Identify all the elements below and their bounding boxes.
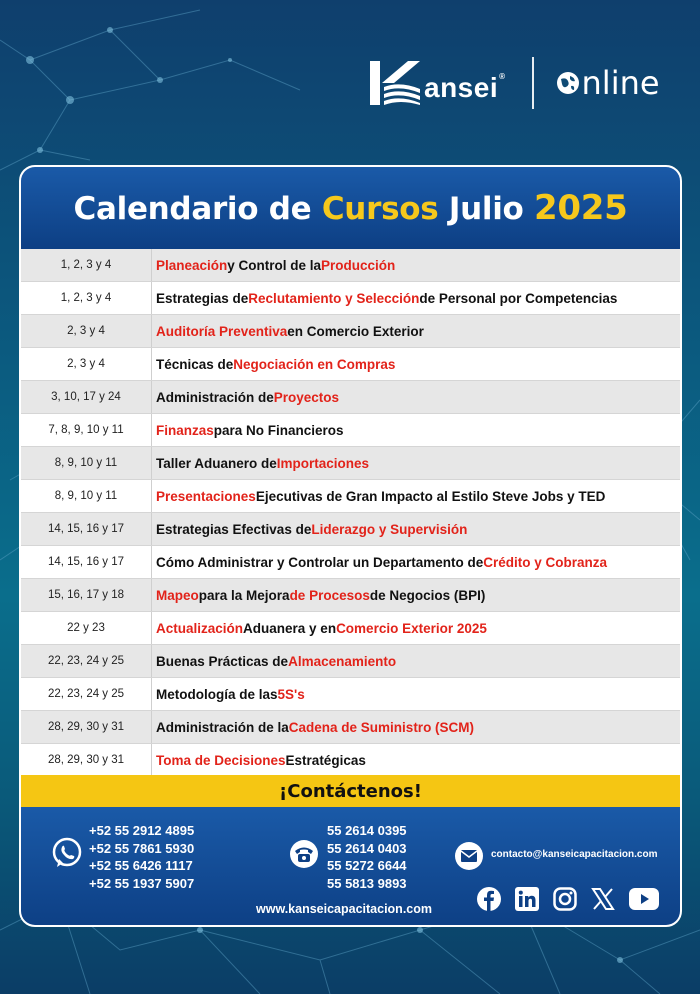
youtube-icon[interactable] <box>629 888 659 910</box>
brand-name: ansei® <box>424 72 506 103</box>
course-row <box>21 711 680 744</box>
contact-bar <box>21 775 680 807</box>
course-row <box>21 348 680 381</box>
course-calendar-card <box>19 165 682 927</box>
course-row <box>21 447 680 480</box>
course-dates: 22, 23, 24 y 25 <box>47 655 125 667</box>
course-row <box>21 744 680 777</box>
course-title-text: Cómo Administrar y Controlar un Departamento de <box>156 554 484 570</box>
course-title-highlight: Auditoría Preventiva <box>156 323 288 339</box>
course-title-highlight: Cadena de Suministro (SCM) <box>288 719 475 735</box>
course-dates: 2, 3 y 4 <box>67 358 105 370</box>
social-icons <box>477 887 659 911</box>
course-list <box>21 249 680 777</box>
course-title-text: Administración de la <box>156 719 289 735</box>
course-title-highlight: Negociación en Compras <box>233 356 396 372</box>
course-title-highlight: Finanzas <box>156 422 214 438</box>
course-title-highlight: Toma de Decisiones <box>156 752 286 768</box>
course-title <box>151 414 680 446</box>
course-title-highlight: Presentaciones <box>156 488 256 504</box>
globe-icon <box>556 71 580 95</box>
course-title-text: y Control de la <box>227 257 322 273</box>
course-dates: 28, 29, 30 y 31 <box>47 721 125 733</box>
course-title-text: Ejecutivas de Gran Impacto al Estilo Steve Jobs y TED <box>255 488 606 504</box>
course-title-text: Administración de <box>156 389 274 405</box>
phone-number[interactable]: 55 2614 0395 <box>327 823 407 838</box>
course-title-highlight: Almacenamiento <box>288 653 397 669</box>
course-title <box>151 711 680 743</box>
course-title-text: Buenas Prácticas de <box>156 653 289 669</box>
course-title-highlight: Crédito y Cobranza <box>483 554 608 570</box>
course-row <box>21 249 680 282</box>
course-dates: 22 y 23 <box>67 622 105 634</box>
course-row <box>21 546 680 579</box>
whatsapp-number[interactable]: +52 55 6426 1117 <box>89 858 193 873</box>
logo-divider <box>532 57 534 109</box>
whatsapp-icon[interactable] <box>51 837 83 869</box>
course-dates: 1, 2, 3 y 4 <box>60 292 112 304</box>
course-dates: 8, 9, 10 y 11 <box>54 490 118 502</box>
course-dates: 2, 3 y 4 <box>67 325 105 337</box>
page-title: Calendario de Cursos Julio 2025 <box>73 188 628 228</box>
telephone-icon[interactable] <box>289 839 319 869</box>
course-title <box>151 645 680 677</box>
course-dates: 3, 10, 17 y 24 <box>51 391 121 403</box>
course-title-highlight: Producción <box>321 257 396 273</box>
course-title <box>151 447 680 479</box>
course-row <box>21 480 680 513</box>
course-title-highlight: Proyectos <box>273 389 340 405</box>
course-title-text: Taller Aduanero de <box>156 455 277 471</box>
course-title-highlight: 5S's <box>277 686 305 702</box>
course-row <box>21 315 680 348</box>
course-row <box>21 414 680 447</box>
linkedin-icon[interactable] <box>515 887 539 911</box>
instagram-icon[interactable] <box>553 887 577 911</box>
course-row <box>21 579 680 612</box>
course-dates: 8, 9, 10 y 11 <box>54 457 118 469</box>
phone-numbers <box>327 822 407 892</box>
course-title-text: Técnicas de <box>156 356 234 372</box>
course-title-text: de Negocios (BPI) <box>369 587 486 603</box>
course-title <box>151 480 680 512</box>
contact-title: ¡Contáctenos! <box>279 780 422 802</box>
course-title <box>151 315 680 347</box>
course-title <box>151 513 680 545</box>
course-title-highlight: Comercio Exterior 2025 <box>336 620 487 636</box>
course-title-text: de Personal por Competencias <box>419 290 618 306</box>
mail-icon[interactable] <box>454 842 484 870</box>
course-title-text: para la Mejora <box>198 587 290 603</box>
website-link[interactable]: www.kanseicapacitacion.com <box>256 902 432 916</box>
course-row <box>21 513 680 546</box>
course-title-text: Aduanera y en <box>243 620 337 636</box>
course-title-highlight: de Procesos <box>289 587 370 603</box>
course-title <box>151 579 680 611</box>
course-title-highlight: Importaciones <box>276 455 370 471</box>
course-title <box>151 678 680 710</box>
phone-number[interactable]: 55 5813 9893 <box>327 875 407 891</box>
facebook-icon[interactable] <box>477 887 501 911</box>
course-dates: 14, 15, 16 y 17 <box>47 523 125 535</box>
course-title-highlight: Actualización <box>156 620 244 636</box>
course-title <box>151 744 680 776</box>
whatsapp-number[interactable]: +52 55 2912 4895 <box>89 823 195 838</box>
course-title-text: Estrategias Efectivas de <box>156 521 312 537</box>
course-dates: 22, 23, 24 y 25 <box>47 688 125 700</box>
x-twitter-icon[interactable] <box>591 887 615 911</box>
course-title-highlight: Mapeo <box>156 587 199 603</box>
whatsapp-numbers <box>89 822 194 892</box>
course-dates: 1, 2, 3 y 4 <box>60 259 112 271</box>
kansei-k-icon <box>370 59 422 107</box>
course-title <box>151 612 680 644</box>
course-row <box>21 381 680 414</box>
course-dates: 14, 15, 16 y 17 <box>47 556 125 568</box>
course-row <box>21 612 680 645</box>
contact-footer <box>21 807 680 927</box>
whatsapp-number[interactable]: +52 55 1937 5907 <box>89 875 195 891</box>
course-row <box>21 678 680 711</box>
course-title-highlight: Planeación <box>156 257 228 273</box>
phone-number[interactable]: 55 5272 6644 <box>327 858 407 873</box>
course-title-text: para No Financieros <box>213 422 344 438</box>
course-title-highlight: Reclutamiento y Selección <box>248 290 420 306</box>
course-title <box>151 381 680 413</box>
course-title-highlight: Liderazgo y Supervisión <box>311 521 468 537</box>
course-row <box>21 282 680 315</box>
phone-number[interactable]: 55 2614 0403 <box>327 840 407 856</box>
course-title-text: en Comercio Exterior <box>287 323 424 339</box>
course-title <box>151 282 680 314</box>
course-title-text: Estrategias de <box>156 290 249 306</box>
email-link[interactable]: contacto@kanseicapacitacion.com <box>491 849 658 860</box>
course-dates: 15, 16, 17 y 18 <box>47 589 125 601</box>
course-title <box>151 249 680 281</box>
course-title <box>151 546 680 578</box>
course-title-text: Estratégicas <box>285 752 366 768</box>
online-label: nline <box>556 64 660 102</box>
course-title <box>151 348 680 380</box>
course-row <box>21 645 680 678</box>
whatsapp-number[interactable]: +52 55 7861 5930 <box>89 840 195 856</box>
course-dates: 28, 29, 30 y 31 <box>47 754 125 766</box>
course-dates: 7, 8, 9, 10 y 11 <box>48 424 124 436</box>
course-title-text: Metodología de las <box>156 686 278 702</box>
card-header <box>21 167 680 249</box>
brand-logo <box>370 55 660 111</box>
